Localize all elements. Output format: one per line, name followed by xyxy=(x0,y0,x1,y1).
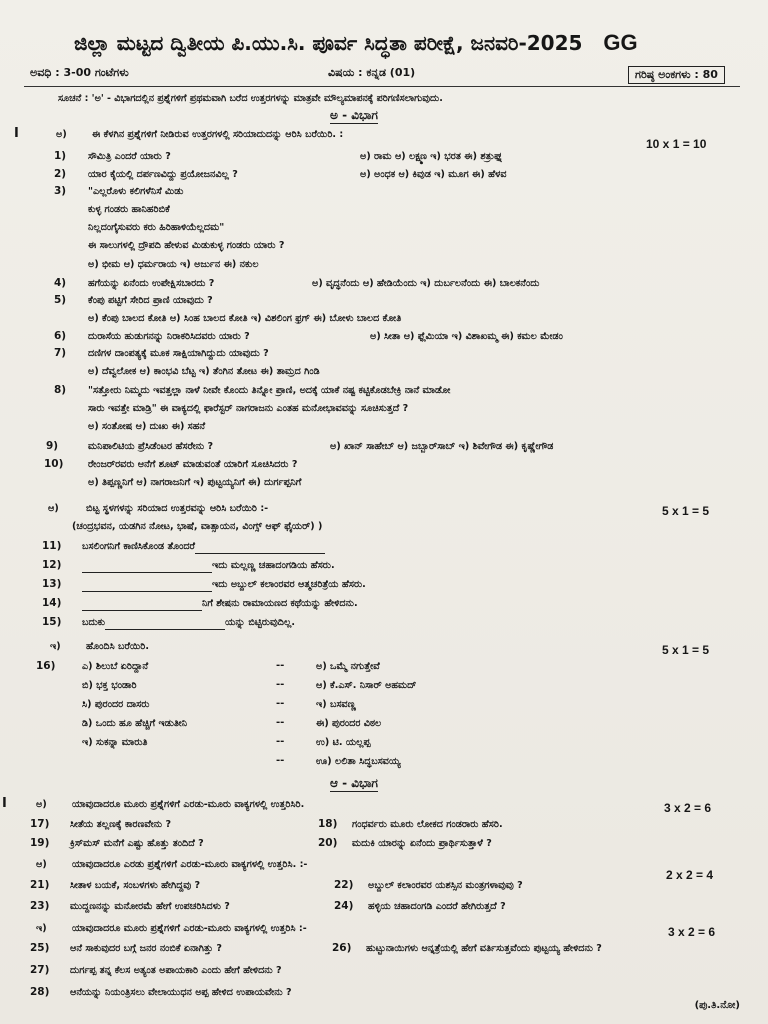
part-c-label: ಇ) xyxy=(50,641,61,652)
question-number: 6) xyxy=(54,330,67,342)
answer-blank xyxy=(195,542,325,554)
blank-prefix: ಬಸಲಿಂಗನಿಗೆ ಕಾಣಿಸಿಕೊಂಡ ತೊಂದರೆ xyxy=(82,541,195,552)
part-a-label: ಅ) xyxy=(56,129,67,140)
subject: ವಿಷಯ : ಕನ್ನಡ (01) xyxy=(328,66,416,79)
question-text: ಯಾರ ಕೈಯಲ್ಲಿ ದರ್ಪಣವಿದ್ದು ಪ್ರಯೋಜನವಿಲ್ಲ ? xyxy=(88,169,238,180)
question-options: ಅ) ಸೀತಾ ಆ) ಫ್ಲೆಮಿಯಾ ಇ) ವಿಶಾಖಮ್ಮ ಈ) ಕಮಲ ಮೇಡಂ xyxy=(370,331,563,342)
question-number: 5) xyxy=(54,294,67,306)
question-text: ಗಂಧರ್ವರು ಮೂರು ಲೋಕದ ಗಂಡರಾರು ಹೆಸರಿ. xyxy=(352,819,503,830)
part-a-label: ಅ) xyxy=(36,799,47,810)
question-number: 26) xyxy=(332,942,352,954)
question-text: "ಸತ್ತೋರು ನಿಮ್ಮದು ಇವತ್ತಲ್ಲಾ ನಾಳೆ ನೀವೇ ಕೊಂದು ತಿನ್ನೋ ಪ್ರಾಣಿ, ಅದಕ್ಕೆ ಯಾಕೆ ನಷ್ಟ ಕಟ್ಟಿಕೊಡಬೇಕ್ರಿ ನಾನೆ ಮಾಡೋ xyxy=(88,385,451,396)
question-number: 15) xyxy=(42,616,62,628)
match-dash: -- xyxy=(276,717,285,728)
question-text: ಆನೆ ಸಾಕುವುದರ ಬಗ್ಗೆ ಜನರ ನಂಬಿಕೆ ಏನಾಗಿತ್ತು ? xyxy=(70,943,222,954)
answer-blank xyxy=(82,561,212,573)
question-number: 22) xyxy=(334,879,354,891)
question-text: ಅಬ್ದುಲ್ ಕಲಾಂರವರ ಯಶಸ್ಸಿನ ಮಂತ್ರಗಳಾವುವು ? xyxy=(368,880,523,891)
question-options: ಅ) ಕೆಂಪು ಬಾಲದ ಕೋತಿ ಆ) ಸಿಂಹ ಬಾಲದ ಕೋತಿ ಇ) ವಿಶಲಿಂಗ ಫ್ರಗ್ ಈ) ಬೋಳು ಬಾಲದ ಕೋತಿ xyxy=(88,313,402,324)
question-options: ಅ) ಖಾನ್ ಸಾಹೇಬ್ ಆ) ಜಬ್ಬಾರ್‌ಸಾಬ್ ಇ) ಶಿವೇಗೌಡ ಈ) ಕೃಷ್ಣೇಗೌಡ xyxy=(330,441,554,452)
question-text: ಮದುಕಿ ಯಾರನ್ನು ಏನೆಂದು ಪ್ರಾರ್ಥಿಸುತ್ತಾಳೆ ? xyxy=(352,838,492,849)
section-b-title: ಆ - ವಿಭಾಗ xyxy=(330,776,378,790)
poem-line: ಕುಳ್ಳ ಗಂಡರು ಹಾನಿಹರಿಬಿಕೆ xyxy=(88,204,170,215)
question-number: 28) xyxy=(30,986,50,998)
header-divider xyxy=(24,86,740,87)
question-options: ಅ) ಅಂಧಕ ಆ) ಕಿವುಡ ಇ) ಮೂಗ ಈ) ಹೆಳವ xyxy=(360,169,507,180)
question-options: ಅ) ರಾಮ ಆ) ಲಕ್ಷ್ಮಣ ಇ) ಭರತ ಈ) ಶತ್ರುಘ್ನ xyxy=(360,151,503,162)
question-number: 12) xyxy=(42,559,62,571)
question-text: ಹುಟ್ಟುನಾಯಿಗಳು ಆನ್ನತ್ರೆಯಲ್ಲಿ ಹೇಗೆ ವರ್ತಿಸುತ್ತವೆಂದು ಪುಟ್ಟಯ್ಯ ಹೇಳಿದನು ? xyxy=(366,943,602,954)
answer-blank xyxy=(82,599,202,611)
page-turn-note: (ಪು.ತಿ.ನೋ) xyxy=(694,1000,740,1011)
match-left-item: ಬಿ) ಭಕ್ತ ಭಂಡಾರಿ xyxy=(82,680,137,691)
match-dash: -- xyxy=(276,679,285,690)
question-text: ಕ್ರಿಸ್‌ಮಸ್ ಮನೆಗೆ ಎಷ್ಟು ಹೊತ್ತು ತಂದಿದೆ ? xyxy=(70,838,204,849)
exam-title-text: ಜಿಲ್ಲಾ ಮಟ್ಟದ ದ್ವಿತೀಯ ಪಿ.ಯು.ಸಿ. ಪೂರ್ವ ಸಿದ್ಧತಾ ಪರೀಕ್ಷೆ, ಜನವರಿ-2025 xyxy=(74,31,583,55)
question-text: ಸೀತೆಯ ತಲ್ಲಣಕ್ಕೆ ಕಾರಣವೇನು ? xyxy=(70,819,172,830)
question-text: ದಣಿಗಳ ದಾಂಪತ್ಯಕ್ಕೆ ಮೂಕ ಸಾಕ್ಷಿಯಾಗಿದ್ದುದು ಯಾವುದು ? xyxy=(88,348,269,359)
question-number: 20) xyxy=(318,837,338,849)
answer-blank xyxy=(105,618,225,630)
instruction: ಸೂಚನೆ : 'ಅ' - ವಿಭಾಗದಲ್ಲಿನ ಪ್ರಶ್ನೆಗಳಿಗೆ ಪ್ರಥಮವಾಗಿ ಬರೆದ ಉತ್ತರಗಳನ್ನು ಮಾತ್ರವೇ ಮೌಲ್ಯಮಾಪನಕ್ಕೆ ಪರಿಗಣಿಸಲಾಗುವುದು. xyxy=(58,93,443,104)
fill-blank-question xyxy=(82,578,366,592)
part-c-marks: 5 x 1 = 5 xyxy=(662,643,710,657)
blank-suffix: ಯನ್ನು ಬಿಟ್ಟಿರುವುದಿಲ್ಲ. xyxy=(225,617,295,628)
question-options: ಅ) ವೃದ್ಧನೆಂದು ಆ) ಹೇಡಿಯೆಂದು ಇ) ದುರ್ಬಲನೆಂದು ಈ) ಬಾಲಕನೆಂದು xyxy=(312,278,540,289)
duration: ಅವಧಿ : 3-00 ಗಂಟೆಗಳು xyxy=(30,66,129,79)
part-b-marks: 2 x 2 = 4 xyxy=(666,868,714,882)
blank-suffix: ಇದು ಅಬ್ದುಲ್ ಕಲಾಂರವರ ಆತ್ಮಚರಿತ್ರೆಯ ಹೆಸರು. xyxy=(212,579,366,590)
match-left-item: ಇ) ಸುಕನ್ನಾ ಮಾರುತಿ xyxy=(82,737,148,748)
question-number: 27) xyxy=(30,964,50,976)
question-number: 17) xyxy=(30,818,50,830)
question-number: 18) xyxy=(318,818,338,830)
part-c-marks: 3 x 2 = 6 xyxy=(668,925,716,939)
question-text: ಮನಿಪಾಲಿಟಿಯ ಪ್ರೆಸಿಡೆಂಟರ ಹೆಸರೇನು ? xyxy=(88,441,214,452)
match-dash: -- xyxy=(276,698,285,709)
question-number: 7) xyxy=(54,347,67,359)
match-dash: -- xyxy=(276,736,285,747)
question-text: ದುರಾಸೆಯ ಹುಡುಗನನ್ನು ನಿರಾಕರಿಸಿದವರು ಯಾರು ? xyxy=(88,331,250,342)
part-b-label: ಆ) xyxy=(36,859,47,870)
part-c-label: ಇ) xyxy=(36,923,47,934)
match-right-item: ಉ) ಟಿ. ಯಲ್ಲಪ್ಪ xyxy=(316,737,371,748)
question-number: 21) xyxy=(30,879,50,891)
match-right-item: ಅ) ಒಮ್ಮೆ ನಗುತ್ತೇವೆ xyxy=(316,661,380,672)
match-right-item: ಆ) ಕೆ.ಎಸ್. ನಿಸಾರ್ ಅಹಮದ್ xyxy=(316,680,417,691)
question-number: 24) xyxy=(334,900,354,912)
blank-suffix: ಇದು ಮಲ್ಲಣ್ಣ ಚಹಾದಂಗಡಿಯ ಹೆಸರು. xyxy=(212,560,335,571)
blank-suffix: ನಿಗೆ ಶೇಷನು ರಾಮಾಯಣದ ಕಥೆಯನ್ನು ಹೇಳಿದನು. xyxy=(202,598,358,609)
match-left-item: ಎ) ಶಿಲುಬೆ ಏರಿದ್ದಾನೆ xyxy=(82,661,149,672)
question-options: ಅ) ಭೀಮ ಆ) ಧರ್ಮರಾಯ ಇ) ಅರ್ಜುನ ಈ) ನಕುಲ xyxy=(88,259,259,270)
match-dash: -- xyxy=(276,755,285,766)
question-number: 10) xyxy=(44,458,64,470)
question-text: ರೇಂಜರ್‌ರವರು ಆನೆಗೆ ಶೂಟ್ ಮಾಡುವಂತೆ ಯಾರಿಗೆ ಸೂಚಿಸಿದರು ? xyxy=(88,459,298,470)
question-number: 16) xyxy=(36,660,56,672)
question-options: ಅ) ತಿಪ್ಪಣ್ಣನಿಗೆ ಆ) ನಾಗರಾಜನಿಗೆ ಇ) ಪುಟ್ಟಯ್ಯನಿಗೆ ಈ) ದುರ್ಗಪ್ಪನಿಗೆ xyxy=(88,477,302,488)
part-b-heading: ಬಿಟ್ಟ ಸ್ಥಳಗಳನ್ನು ಸರಿಯಾದ ಉತ್ತರವನ್ನು ಆರಿಸಿ ಬರೆಯಿರಿ :- xyxy=(86,503,269,514)
max-marks: ಗರಿಷ್ಠ ಅಂಕಗಳು : 80 xyxy=(628,66,725,84)
question-text: ಈ ಸಾಲುಗಳಲ್ಲಿ ದ್ರೌಪದಿ ಹೇಳುವ ಮಿಡುಕುಳ್ಳ ಗಂಡರು ಯಾರು ? xyxy=(88,240,285,251)
blank-prefix: ಬದುಕು xyxy=(82,617,106,628)
question-number: 11) xyxy=(42,540,62,552)
question-number: 3) xyxy=(54,185,67,197)
part-a-heading: ಯಾವುದಾದರೂ ಮೂರು ಪ್ರಶ್ನೆಗಳಿಗೆ ಎರಡು-ಮೂರು ವಾಕ್ಯಗಳಲ್ಲಿ ಉತ್ತರಿಸಿರಿ. xyxy=(72,799,305,810)
question-number: 13) xyxy=(42,578,62,590)
poem-line: ನಿಲ್ಲದಂಗೈಸುವರು ಕರು ಹಿರಿಹಾಳಿಯೆಲ್ಲದಮ" xyxy=(88,222,225,233)
question-text: ಸಾರು ಇವತ್ತೇ ಮಾಡ್ರಿ" ಈ ವಾಕ್ಯದಲ್ಲಿ ಫಾರೆಸ್ಟರ್ ನಾಗರಾಜನು ಎಂತಹ ಮನೋಭಾವವನ್ನು ಸೂಚಿಸುತ್ತದೆ ? xyxy=(88,403,409,414)
question-number: 8) xyxy=(54,384,67,396)
part-a-marks: 10 x 1 = 10 xyxy=(646,137,707,151)
question-number: 14) xyxy=(42,597,62,609)
question-text: ಆನೆಯನ್ನು ನಿಯಂತ್ರಿಸಲು ವೇಲಾಯುಧನ ಅಪ್ಪ ಹೇಳಿದ ಉಪಾಯವೇನು ? xyxy=(70,987,292,998)
part-a-marks: 3 x 2 = 6 xyxy=(664,801,712,815)
answer-blank xyxy=(82,580,212,592)
question-number: 2) xyxy=(54,168,67,180)
fill-blank-question xyxy=(82,559,335,573)
section-a-title: ಅ - ವಿಭಾಗ xyxy=(330,108,378,122)
part-b-options: (ಚಂದ್ರಭವನ, ಯಡಗಿನ ನೋಟ, ಭಾಷೆ, ವಾತ್ಸಾಯನ, ವಿಂಗ್ಸ್ ಆಫ್ ಫೈಯರ್) ) xyxy=(72,521,323,532)
question-number: 9) xyxy=(46,440,59,452)
part-b-label: ಆ) xyxy=(48,503,59,514)
part-b-heading: ಯಾವುದಾದರೂ ಎರಡು ಪ್ರಶ್ನೆಗಳಿಗೆ ಎರಡು-ಮೂರು ವಾಕ್ಯಗಳಲ್ಲಿ ಉತ್ತರಿಸಿ. :- xyxy=(72,859,308,870)
fill-blank-question xyxy=(82,540,325,554)
part-c-heading: ಯಾವುದಾದರೂ ಮೂರು ಪ್ರಶ್ನೆಗಳಿಗೆ ಎರಡು-ಮೂರು ವಾಕ್ಯಗಳಲ್ಲಿ ಉತ್ತರಿಸಿ :- xyxy=(72,923,307,934)
section-a-roman: I xyxy=(14,126,19,141)
question-text: ಹಗೆಯನ್ನು ಏನೆಂದು ಉಪೇಕ್ಷಿಸಬಾರದು ? xyxy=(88,278,215,289)
part-a-heading: ಈ ಕೆಳಗಿನ ಪ್ರಶ್ನೆಗಳಿಗೆ ನೀಡಿರುವ ಉತ್ತರಗಳಲ್ಲಿ ಸರಿಯಾದುದನ್ನು ಆರಿಸಿ ಬರೆಯಿರಿ. : xyxy=(92,129,344,140)
fill-blank-question xyxy=(82,616,295,630)
question-number: 23) xyxy=(30,900,50,912)
match-left-item: ಡಿ) ಒಂದು ಹೂ ಹೆಚ್ಚಿಗೆ ಇಡುತೀನಿ xyxy=(82,718,188,729)
match-right-item: ಊ) ಲಲಿತಾ ಸಿದ್ಧಬಸವಯ್ಯ xyxy=(316,756,401,767)
question-number: 19) xyxy=(30,837,50,849)
question-text: ಸೀತಾಳ ಬಯಕೆ, ಸಂಬಳಗಳು ಹೇಗಿದ್ದವು ? xyxy=(70,880,201,891)
match-right-item: ಇ) ಬಸವಣ್ಣ xyxy=(316,699,356,710)
part-b-marks: 5 x 1 = 5 xyxy=(662,504,710,518)
question-text: ದುರ್ಗಪ್ಪ ತನ್ನ ಕೆಲಸ ಅತ್ಯಂತ ಅಪಾಯಕಾರಿ ಎಂದು ಹೇಗೆ ಹೇಳಿದನು ? xyxy=(70,965,282,976)
question-text: ಸೌಮಿತ್ರಿ ಎಂದರೆ ಯಾರು ? xyxy=(88,151,171,162)
fill-blank-question xyxy=(82,597,358,611)
question-number: 1) xyxy=(54,150,67,162)
question-options: ಅ) ದೆವ್ವಲೋಕ ಆ) ಕಾಂಭವಿ ಬೆಟ್ಟ ಇ) ತೆಂಗಿನ ತೋಟ ಈ) ತಾಮ್ರದ ಗಿಂಡಿ xyxy=(88,366,320,377)
match-right-item: ಈ) ಪುರಂದರ ವಿಠಲ xyxy=(316,718,382,729)
poem-line: "ಎಲ್ಲರೊಳು ಕಲಿಗಳೆನಿಸೆ ಮಿಡು xyxy=(88,186,184,197)
question-number: 25) xyxy=(30,942,50,954)
question-text: ಮುದ್ದಣನನ್ನು ಮನೋರಮೆ ಹೇಗೆ ಉಪಚರಿಸಿದಳು ? xyxy=(70,901,230,912)
question-text: ಕೆಂಪು ಪಟ್ಟಿಗೆ ಸೇರಿದ ಪ್ರಾಣಿ ಯಾವುದು ? xyxy=(88,295,213,306)
match-dash: -- xyxy=(276,660,285,671)
match-left-item: ಸಿ) ಪುರಂದರ ದಾಸರು xyxy=(82,699,150,710)
question-number: 4) xyxy=(54,277,67,289)
paper-code: GG xyxy=(603,30,638,55)
part-c-heading: ಹೊಂದಿಸಿ ಬರೆಯಿರಿ. xyxy=(86,641,150,652)
exam-title xyxy=(74,30,724,56)
question-options: ಅ) ಸಂತೋಷ ಆ) ದುಃಖ ಈ) ಸಹನೆ xyxy=(88,421,206,432)
question-text: ಹಳ್ಳಿಯ ಚಹಾದಂಗಡಿ ಎಂದರೆ ಹೇಗಿರುತ್ತದೆ ? xyxy=(368,901,506,912)
section-b-roman: I xyxy=(2,796,7,811)
